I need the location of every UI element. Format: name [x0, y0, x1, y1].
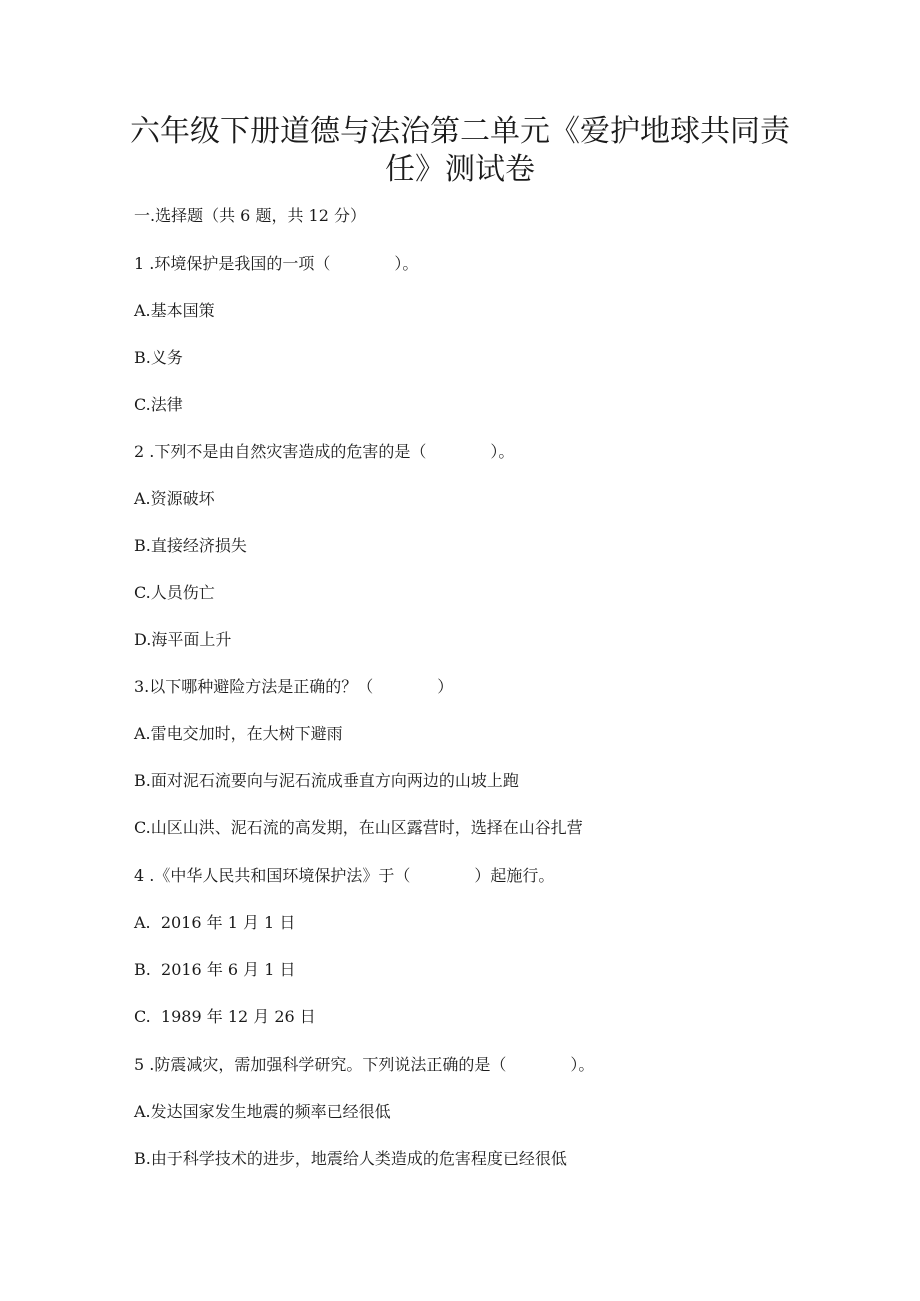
question-3-option-c: C.山区山洪、泥石流的高发期，在山区露营时，选择在山谷扎营	[134, 818, 583, 837]
question-1-option-a: A.基本国策	[134, 301, 215, 320]
section-heading: 一.选择题（共 6 题，共 12 分）	[134, 206, 366, 225]
document-title-line-1: 六年级下册道德与法治第二单元《爱护地球共同责	[130, 114, 790, 149]
question-4-option-a: A. 2016 年 1 月 1 日	[134, 913, 296, 932]
question-4-option-c: C. 1989 年 12 月 26 日	[134, 1007, 316, 1026]
question-5-stem: 5 .防震减灾，需加强科学研究。下列说法正确的是（ ）。	[134, 1055, 595, 1074]
question-1-stem: 1 .环境保护是我国的一项（ ）。	[134, 254, 419, 273]
question-5-option-b: B.由于科学技术的进步，地震给人类造成的危害程度已经很低	[134, 1149, 567, 1168]
document-title-line-2: 任》测试卷	[385, 152, 535, 187]
question-2-option-a: A.资源破坏	[134, 489, 215, 508]
question-1-option-c: C.法律	[134, 395, 183, 414]
question-2-stem: 2 .下列不是由自然灾害造成的危害的是（ ）。	[134, 442, 515, 461]
question-3-stem: 3.以下哪种避险方法是正确的？（ ）	[134, 677, 454, 696]
question-2-option-b: B.直接经济损失	[134, 536, 247, 555]
question-2-option-c: C.人员伤亡	[134, 583, 215, 602]
question-4-option-b: B. 2016 年 6 月 1 日	[134, 960, 296, 979]
question-3-option-b: B.面对泥石流要向与泥石流成垂直方向两边的山坡上跑	[134, 771, 519, 790]
question-2-option-d: D.海平面上升	[134, 630, 232, 649]
question-1-option-b: B.义务	[134, 348, 183, 367]
question-5-option-a: A.发达国家发生地震的频率已经很低	[134, 1102, 391, 1121]
question-4-stem: 4 .《中华人民共和国环境保护法》于（ ）起施行。	[134, 866, 555, 885]
question-3-option-a: A.雷电交加时，在大树下避雨	[134, 724, 343, 743]
